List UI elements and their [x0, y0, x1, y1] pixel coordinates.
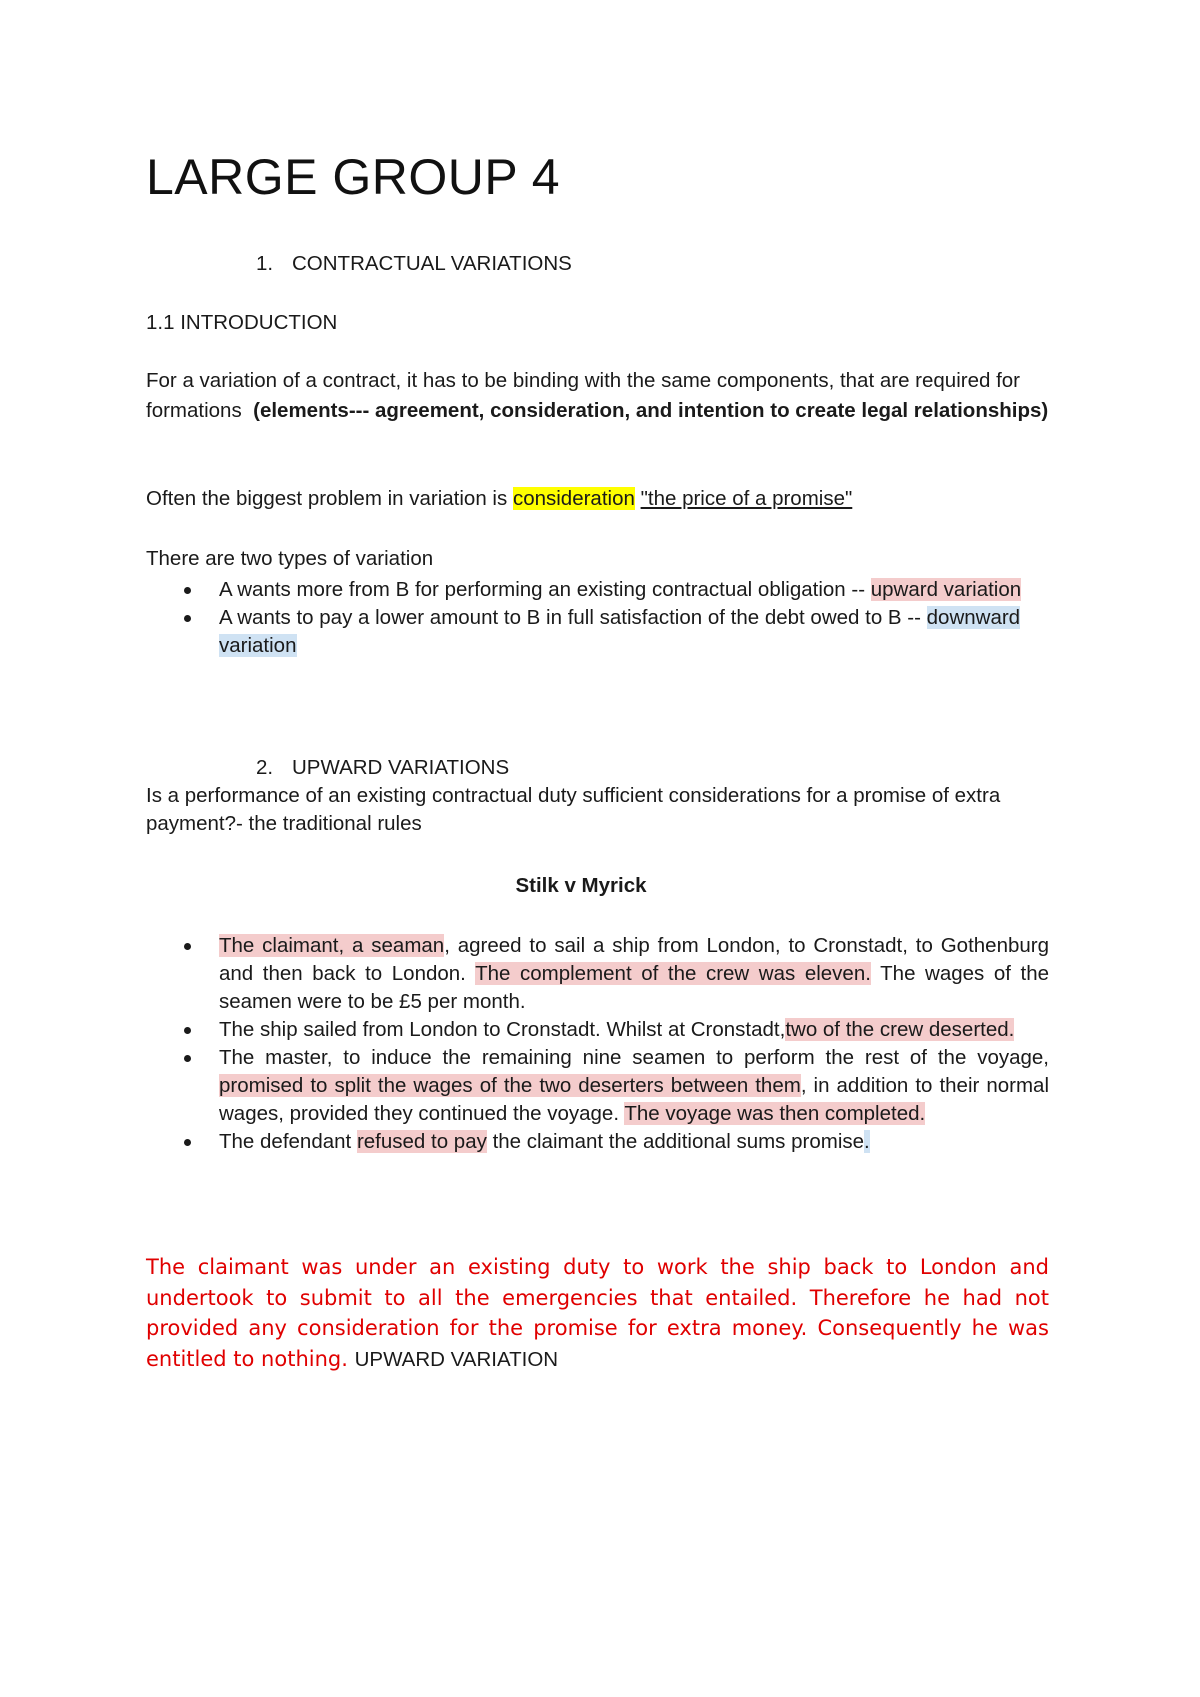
section-1-title: CONTRACTUAL VARIATIONS	[292, 252, 572, 275]
bullet-icon	[184, 1055, 191, 1062]
master-text: The master, to induce the remaining nine seamen to perform the rest of the voyage,	[219, 1046, 1049, 1069]
cronstadt-text: The ship sailed from London to Cronstadt. Whilst at Cronstadt,	[219, 1018, 786, 1041]
section-1-number: 1.	[256, 252, 274, 275]
refused-highlight: refused to pay	[356, 1130, 487, 1153]
consideration-highlight: consideration	[512, 487, 635, 510]
problem-paragraph	[146, 484, 852, 514]
conclusion-tag: UPWARD VARIATION	[354, 1347, 559, 1371]
period-highlight: .	[864, 1130, 870, 1153]
list-item	[146, 932, 1049, 1016]
section-1-heading	[256, 252, 572, 276]
subsection-heading: 1.1 INTRODUCTION	[146, 311, 338, 334]
bullet-icon	[184, 1027, 191, 1034]
intro-paragraph	[146, 366, 1049, 426]
split-wages-highlight: promised to split the wages of the two deserters between them	[219, 1074, 801, 1097]
bullet-icon	[184, 587, 191, 594]
conclusion-text: The claimant was under an existing duty to work the ship back to London and undertook to submit to all the emergencies that entailed. Therefore he had not provided any consideration for the promise for extra money. Consequently he was entitled to nothing.	[146, 1255, 1049, 1371]
section-2-heading	[256, 756, 509, 780]
bullet-icon	[184, 615, 191, 622]
voyage-completed-highlight: The voyage was then completed.	[624, 1102, 926, 1125]
upward-type-text: A wants more from B for performing an existing contractual obligation --	[219, 578, 866, 601]
upward-variation-highlight: upward variation	[870, 578, 1022, 601]
list-item	[146, 1044, 1049, 1128]
intro-elements: (elements--- agreement, consideration, and intention to create legal relationships)	[253, 399, 1049, 422]
section-2-question: Is a performance of an existing contractual duty sufficient considerations for a promise of extra payment?- the traditional rules	[146, 784, 1001, 835]
list-item	[146, 576, 1056, 604]
list-item	[146, 604, 1056, 660]
bullet-icon	[184, 1139, 191, 1146]
list-item	[146, 1016, 1049, 1044]
wages-text: The wages of the seamen were to be £5 per month.	[219, 962, 1050, 1013]
price-of-promise-quote: "the price of a promise"	[640, 487, 853, 510]
conclusion-paragraph	[146, 1252, 1049, 1375]
deserted-highlight: two of the crew deserted.	[785, 1018, 1015, 1041]
intro-text: For a variation of a contract, it has to be binding with the same components, that are required for formations	[146, 369, 1021, 422]
normal-wages-text: , in addition to their normal wages, provided they continued the voyage.	[219, 1074, 1050, 1125]
bullet-icon	[184, 943, 191, 950]
list-item	[146, 1128, 1049, 1156]
downward-variation-highlight: downward variation	[219, 606, 1021, 657]
case-name: Stilk v Myrick	[515, 874, 647, 897]
downward-type-text: A wants to pay a lower amount to B in full satisfaction of the debt owed to B --	[219, 606, 921, 629]
defendant-text: The defendant	[219, 1130, 352, 1153]
crew-complement-highlight: The complement of the crew was eleven.	[475, 962, 871, 985]
case-facts-list	[146, 932, 1049, 1156]
additional-sums-text: the claimant the additional sums promise	[492, 1130, 865, 1153]
claimant-highlight: The claimant, a seaman	[219, 934, 445, 957]
variation-types-list	[146, 576, 1056, 660]
types-lead: There are two types of variation	[146, 547, 434, 570]
voyage-text: , agreed to sail a ship from London, to Cronstadt, to Gothenburg and then back to London.	[219, 934, 1050, 985]
problem-prefix: Often the biggest problem in variation is	[146, 487, 508, 510]
section-2-title: UPWARD VARIATIONS	[292, 756, 510, 779]
section-2-number: 2.	[256, 756, 274, 779]
page-title: LARGE GROUP 4	[146, 149, 561, 205]
